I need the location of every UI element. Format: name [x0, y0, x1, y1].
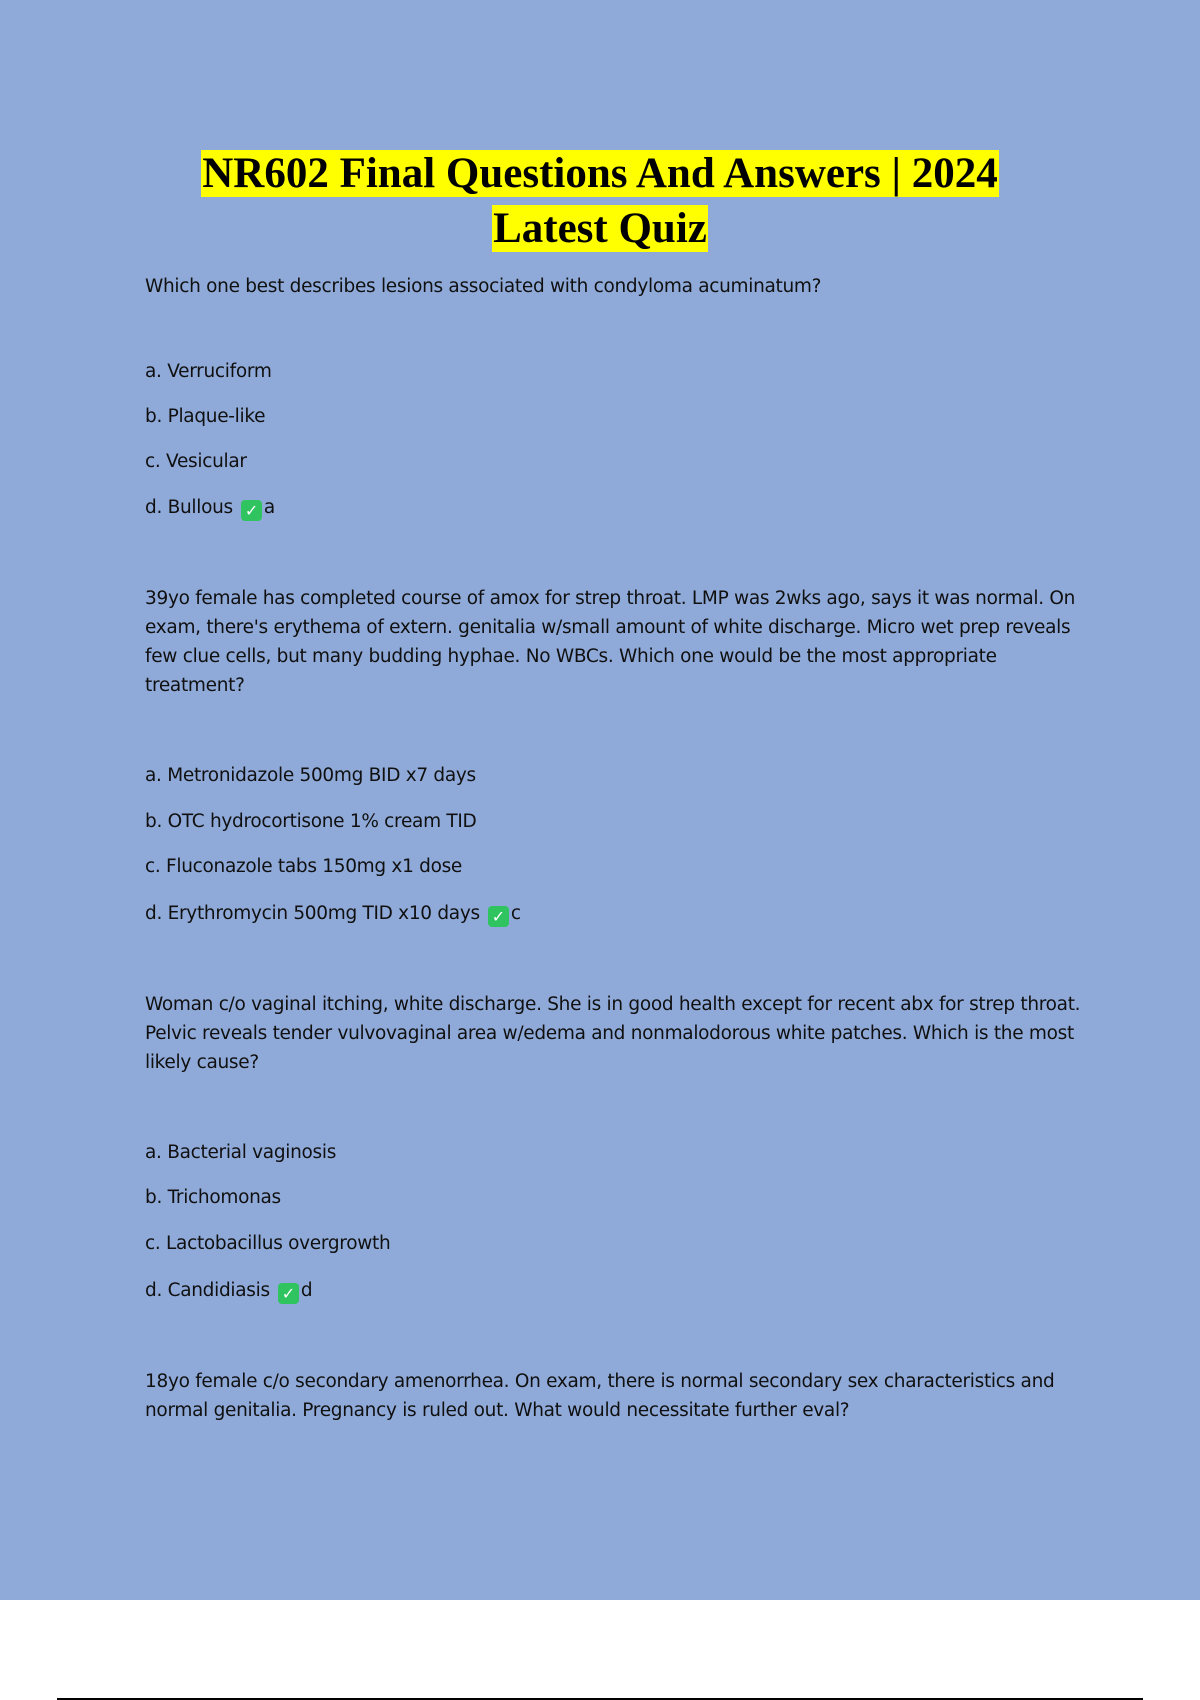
question-block	[145, 584, 1085, 927]
question-text: Woman c/o vaginal itching, white discharge. She is in good health except for recent abx for strep throat. Pelvic reveals tender vulvovaginal area w/edema and nonmalodorous white patches. Which is the most likely cause?	[145, 994, 1081, 1073]
option-c: c. Vesicular	[145, 451, 247, 472]
option-d-text: d. Candidiasis	[145, 1280, 270, 1301]
option-d	[145, 495, 1085, 521]
question-text: 39yo female has completed course of amox for strep throat. LMP was 2wks ago, says it was normal. On exam, there's erythema of extern. genitalia w/small amount of white discharge. Micro wet prep reveals few clue cells, but many budding hyphae. No WBCs. Which one would be the most appropriate treatment?	[145, 588, 1076, 696]
option-a: a. Bacterial vaginosis	[145, 1142, 337, 1163]
correct-answer-letter: a	[263, 497, 275, 518]
option-d-text: d. Bullous	[145, 497, 233, 518]
question-block	[145, 272, 1085, 521]
option-c: c. Lactobacillus overgrowth	[145, 1233, 391, 1254]
option-a: a. Verruciform	[145, 361, 272, 382]
option-a: a. Metronidazole 500mg BID x7 days	[145, 765, 476, 786]
option-c: c. Fluconazole tabs 150mg x1 dose	[145, 856, 463, 877]
correct-answer-letter: d	[300, 1280, 313, 1301]
question-block	[145, 1367, 1085, 1425]
question-text: 18yo female c/o secondary amenorrhea. On exam, there is normal secondary sex characteristics and normal genitalia. Pregnancy is ruled out. What would necessitate further eval?	[145, 1371, 1055, 1421]
answer-options	[145, 763, 1085, 927]
answer-options	[145, 359, 1085, 521]
title-line: Latest Quiz	[493, 205, 707, 252]
check-mark-icon: ✓	[278, 1283, 299, 1304]
quiz-content	[145, 272, 1085, 1425]
document-title	[0, 146, 1200, 256]
option-b: b. Trichomonas	[145, 1187, 281, 1208]
title-line: NR602 Final Questions And Answers | 2024	[202, 150, 998, 197]
question-text: Which one best describes lesions associated with condyloma acuminatum?	[145, 276, 822, 297]
option-b: b. OTC hydrocortisone 1% cream TID	[145, 811, 477, 832]
check-mark-icon: ✓	[241, 500, 262, 521]
answer-options	[145, 1140, 1085, 1304]
option-b: b. Plaque-like	[145, 406, 266, 427]
correct-answer-letter: c	[510, 903, 521, 924]
option-d	[145, 1278, 1085, 1304]
option-d-text: d. Erythromycin 500mg TID x10 days	[145, 903, 480, 924]
option-d	[145, 901, 1085, 927]
question-block	[145, 990, 1085, 1304]
check-mark-icon: ✓	[488, 906, 509, 927]
